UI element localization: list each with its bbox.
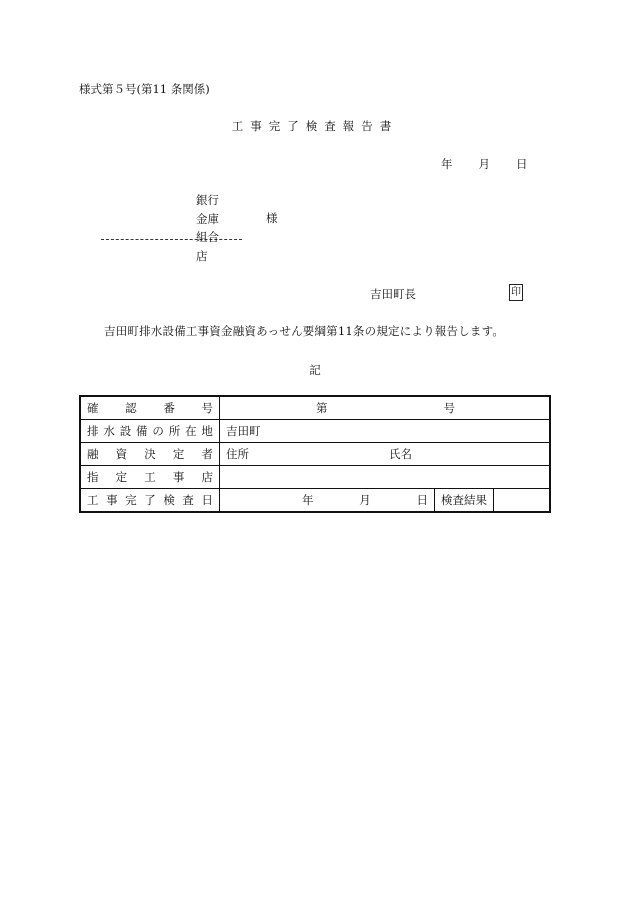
row-label-designated-contractor: 指 定 工 事 店 <box>80 466 220 489</box>
seal-mark: 印 <box>509 284 523 301</box>
report-table <box>79 395 551 513</box>
table-row <box>80 420 550 443</box>
bank-type-bank: 銀行 <box>196 193 219 207</box>
table-row <box>80 466 550 489</box>
inspection-year-label: 年 <box>302 493 314 507</box>
location-value: 吉田町 <box>226 424 261 438</box>
row-label-inspection-date: 工 事 完 了 検 査 日 <box>80 489 220 513</box>
date-day-label: 日 <box>516 157 528 171</box>
recipient-block <box>101 191 301 271</box>
address-label: 住所 <box>226 447 249 461</box>
row-label-confirmation-number: 確 認 番 号 <box>80 396 220 420</box>
report-date <box>441 156 528 172</box>
designated-contractor-field[interactable] <box>220 466 551 489</box>
number-suffix: 号 <box>443 401 455 415</box>
inspection-day-label: 日 <box>416 493 428 507</box>
recipient-honorific: 様 <box>266 211 278 225</box>
loan-recipient-field[interactable] <box>220 443 551 466</box>
bank-type-list <box>196 191 219 265</box>
record-label: 記 <box>309 363 321 377</box>
table-row <box>80 396 550 420</box>
inspection-result-field[interactable] <box>494 489 551 513</box>
row-label-facility-location: 排 水 設 備 の 所 在 地 <box>80 420 220 443</box>
confirmation-number-field[interactable] <box>220 396 551 420</box>
table-row <box>80 443 550 466</box>
name-label: 氏名 <box>389 447 412 461</box>
recipient-name-line <box>101 239 242 240</box>
inspection-month-label: 月 <box>359 493 371 507</box>
document-title: 工事完了検査報告書 <box>231 119 399 133</box>
body-text: 吉田町排水設備工事資金融資あっせん要綱第11条の規定により報告します。 <box>104 324 505 338</box>
number-prefix: 第 <box>316 401 328 415</box>
bank-type-shinkin: 金庫 <box>196 211 219 226</box>
bank-type-branch: 店 <box>196 248 208 263</box>
form-number: 様式第５号(第11 条関係) <box>79 82 210 96</box>
table-row <box>80 489 550 513</box>
issuer-name: 吉田町長 <box>370 287 416 301</box>
bank-type-union: 組合 <box>196 230 219 244</box>
facility-location-field[interactable] <box>220 420 551 443</box>
inspection-date-field[interactable] <box>220 489 435 513</box>
date-month-label: 月 <box>478 157 490 171</box>
inspection-result-label: 検査結果 <box>435 489 494 513</box>
row-label-loan-recipient: 融 資 決 定 者 <box>80 443 220 466</box>
date-year-label: 年 <box>441 157 453 171</box>
